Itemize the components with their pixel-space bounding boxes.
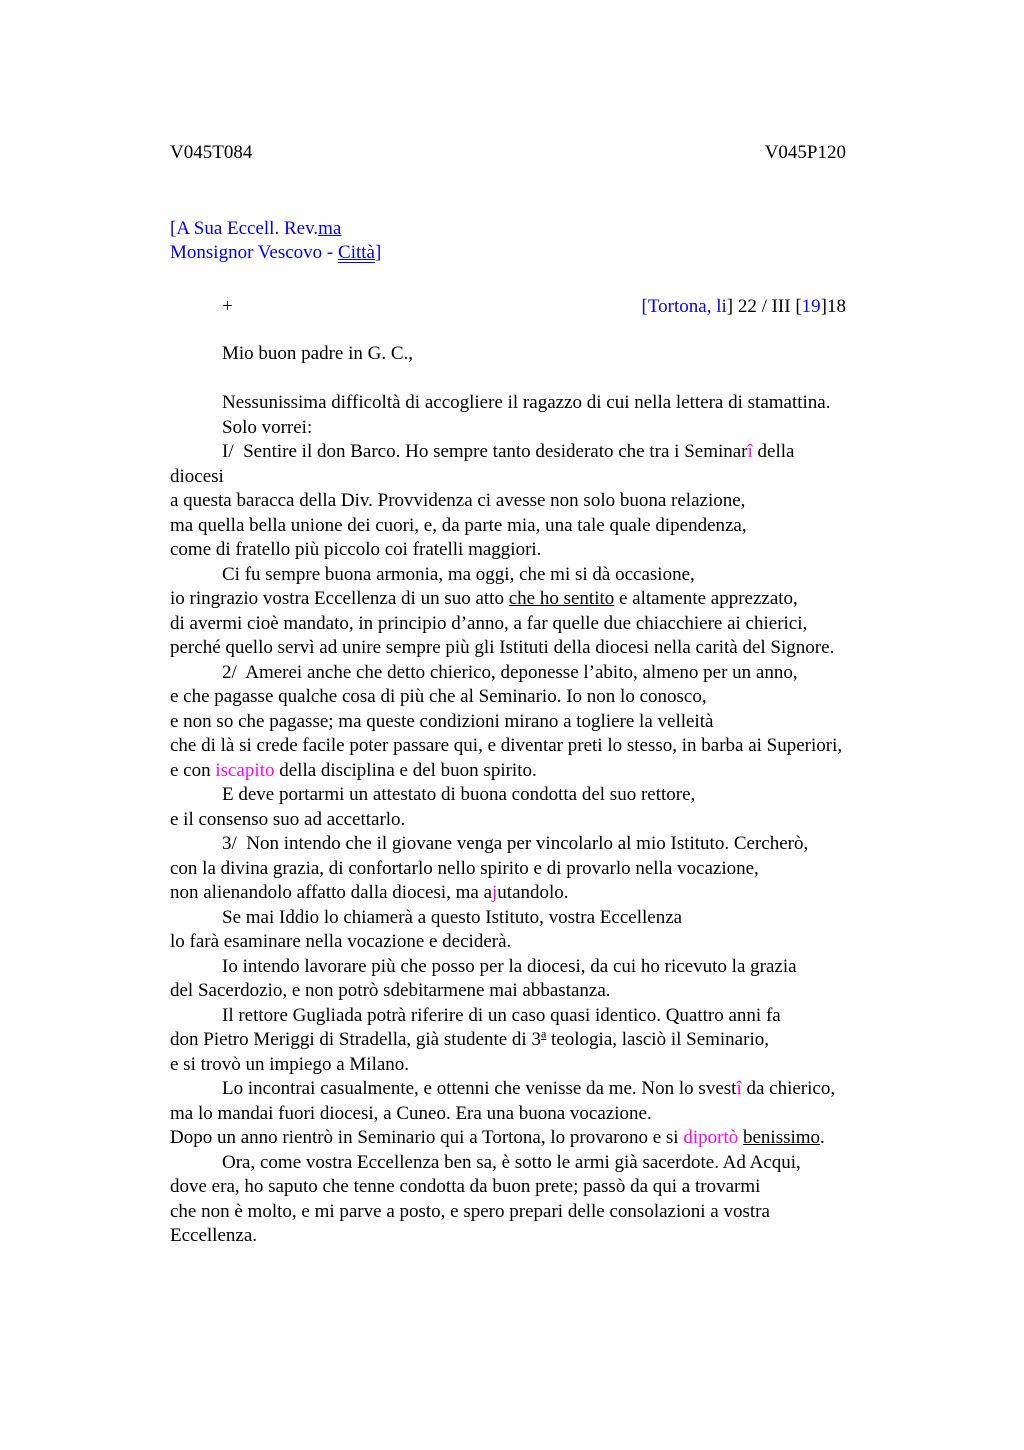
text-run: lo farà esaminare nella vocazione e deciderà. [170,931,512,952]
text-run: [Tortona, li [641,295,727,317]
text-run: diocesi [170,465,224,487]
letter-line [170,538,846,563]
text-run: Se mai Iddio lo chiamerà a questo Istituto, vostra Eccellenza [222,906,683,928]
text-run: utandolo. [497,882,569,903]
letter-line [170,734,846,759]
text-run: Lo incontrai casualmente, e ottenni che venisse da me. Non lo svest [222,1078,737,1099]
text-run: e con [170,759,216,781]
text-run: e il consenso suo ad accettarlo. [170,808,406,830]
letter-line [170,955,846,980]
doc-code-right: V045P120 [764,142,846,163]
letter-line [170,783,846,808]
text-run: da chierico, [741,1078,836,1099]
text-run: e altamente apprezzato, [614,588,798,609]
text-run: che non è molto, e mi parve a posto, e spero prepari delle consolazioni a vostra [170,1200,770,1222]
date-row [170,295,846,320]
letter-line [170,685,846,710]
letter-line [170,1175,846,1200]
text-run: ] 22 / III [ [726,295,802,317]
text-run: Ci fu sempre buona armonia, ma oggi, che mi si dà occasione, [222,563,695,585]
letter-line [170,465,846,490]
text-run: Il rettore Gugliada potrà riferire di un caso quasi identico. Quattro anni fa [222,1004,781,1026]
text-run: [A Sua Eccell. Rev. [170,217,319,239]
text-run: a questa baracca della Div. Provvidenza ci avesse non solo buona relazione, [170,490,746,511]
recipient-address [170,217,846,266]
text-run: ]18 [820,295,846,317]
text-run: î [747,441,753,462]
text-run: e non so che pagasse; ma queste condizioni mirano a togliere la velleità [170,710,714,732]
text-run: Ora, come vostra Eccellenza ben sa, è sotto le armi già sacerdote. Ad Acqui, [222,1151,801,1173]
letter-line [170,563,846,588]
letter-line [170,832,846,857]
text-run: Dopo un anno rientrò in Seminario qui a Tortona, lo provarono e si [170,1127,684,1148]
letter-line [170,857,846,882]
text-run: j [492,882,498,903]
text-run: ma [318,217,342,239]
text-run: diportò [683,1127,739,1148]
doc-code-left: V045T084 [170,142,253,163]
text-run: Io intendo lavorare più che posso per la diocesi, da cui ho ricevuto la grazia [222,955,797,977]
letter-line [170,1028,846,1053]
text-run: Città [338,242,375,263]
date-text [642,295,846,320]
text-run: e si trovò un impiego a Milano. [170,1053,410,1075]
text-run: E deve portarmi un attestato di buona condotta del suo rettore, [222,784,696,805]
text-run: ma quella bella unione dei cuori, e, da parte mia, una tale quale dipendenza, [170,514,747,536]
text-run: don Pietro Meriggi di Stradella, già studente di 3 [170,1029,541,1050]
text-run: . [820,1127,825,1148]
letter-line [170,489,846,514]
letter-line [170,217,846,242]
text-run: di avermi cioè mandato, in principio d’anno, a far quelle due chiacchiere ai chierici, [170,612,808,634]
letter-line [170,1053,846,1078]
text-run: con la divina grazia, di confortarlo nello spirito e di provarlo nella vocazione, [170,857,759,879]
text-run: 19 [801,295,821,317]
letter-line [170,1077,846,1102]
cross-sign: + [222,295,233,317]
text-run: del Sacerdozio, e non potrò sdebitarmene mai abbastanza. [170,980,611,1001]
letter-line [170,661,846,686]
salutation: Mio buon padre in G. C., [222,343,414,364]
letter-line [170,612,846,637]
text-run: iscapito [215,759,275,781]
text-run: della disciplina e del buon spirito. [274,759,537,781]
text-run: 3/ Non intendo che il giovane venga per vincolarlo al mio Istituto. Cercherò, [222,833,809,854]
text-run: che ho sentito [508,588,615,609]
text-run: che di là si crede facile poter passare qui, e diventar preti lo stesso, in barba ai Superiori, [170,735,843,756]
letter-line [170,587,846,612]
letter-line [170,881,846,906]
text-run: Nessunissima difficoltà di accogliere il ragazzo di cui nella lettera di stamattina. [222,392,831,413]
text-run: Solo vorrei: [222,416,313,438]
letter-line [170,930,846,955]
letter-line [170,808,846,833]
text-run: io ringrazio vostra Eccellenza di un suo atto [170,588,509,609]
text-run: ] [374,242,382,263]
letter-line [170,416,846,441]
letter-line [170,1102,846,1127]
letter-line [170,1200,846,1225]
text-run: î [736,1078,742,1099]
letter-line [170,1004,846,1029]
text-run: dove era, ho saputo che tenne condotta da buon prete; passò da qui a trovarmi [170,1176,761,1197]
letter-line [170,1224,846,1249]
letter-line [170,241,846,266]
letter-line [170,1126,846,1151]
letter-body [170,391,846,1249]
text-run: 2/ Amerei anche che detto chierico, deponesse l’abito, almeno per un anno, [222,661,798,683]
text-run: teologia, lasciò il Seminario, [546,1029,769,1050]
text-run: della [752,441,795,462]
text-run: a [540,1026,547,1041]
text-run: ma lo mandai fuori diocesi, a Cuneo. Era una buona vocazione. [170,1102,652,1124]
letter-line [170,906,846,931]
text-run: perché quello servì ad unire sempre più gli Istituti della diocesi nella carità del Signore. [170,637,835,658]
letter-line [170,636,846,661]
text-run: non alienandolo affatto dalla diocesi, ma a [170,882,493,903]
text-run: benissimo [742,1127,821,1148]
letter-line [170,710,846,735]
letter-line [170,440,846,465]
letter-line [170,759,846,784]
text-run: come di fratello più piccolo coi fratelli maggiori. [170,539,542,560]
text-run: Monsignor Vescovo - [170,242,339,263]
document-header [170,141,846,166]
text-run: I/ Sentire il don Barco. Ho sempre tanto desiderato che tra i Seminar [222,441,748,462]
letter-page [170,141,846,1249]
letter-line [170,514,846,539]
letter-line [170,391,846,416]
letter-line [170,979,846,1004]
text-run: Eccellenza. [170,1225,258,1246]
text-run: e che pagasse qualche cosa di più che al Seminario. Io non lo conosco, [170,686,707,707]
letter-line [170,1151,846,1176]
